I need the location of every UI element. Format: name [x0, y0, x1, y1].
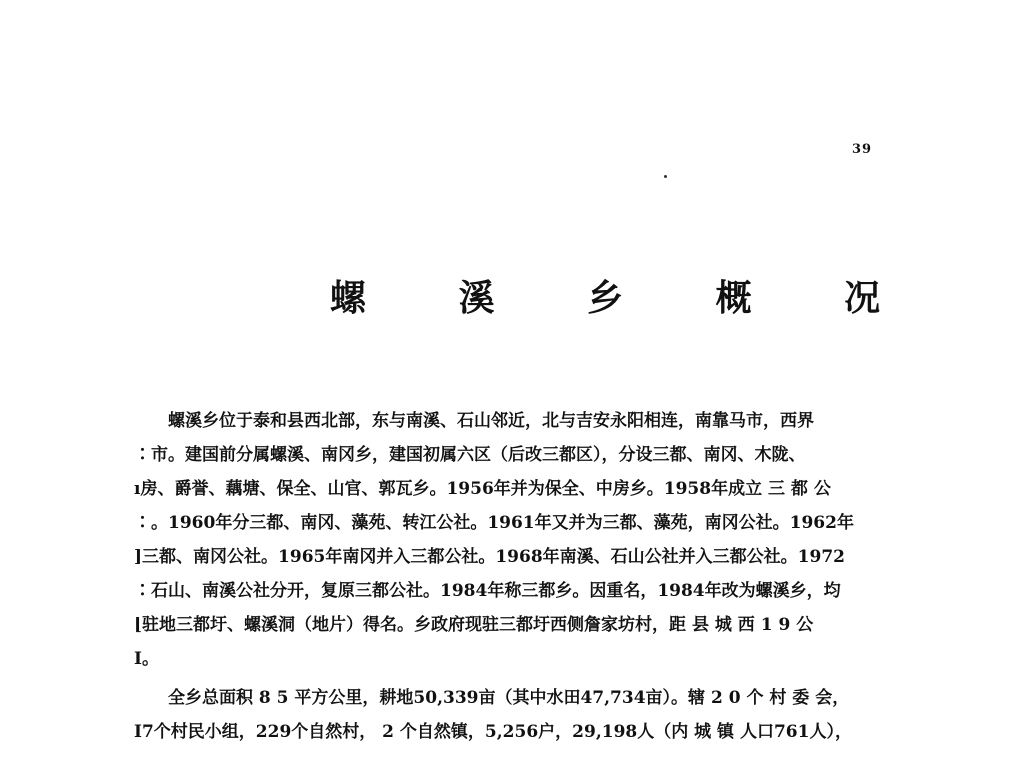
- text-line: ı房、爵誉、藕塘、保全、山官、郭瓦乡。1956年并为保全、中房乡。1958年成立 三 都 公: [134, 479, 831, 499]
- text-line: ]三都、南冈公社。1965年南冈并入三都公社。1968年南溪、石山公社并入三都公社。1972: [134, 547, 845, 567]
- text-line: 螺溪乡位于泰和县西北部，东与南溪、石山邻近，北与吉安永阳相连，南靠马市，西界: [168, 411, 814, 431]
- page-title: 螺 溪 乡 概 况: [330, 277, 921, 319]
- text-line: I7个村民小组，229个自然村， 2 个自然镇，5,256户，29,198人（内 城 镇 人口761人），: [134, 722, 852, 742]
- text-line: 全乡总面积 8 5 平方公里，耕地50,339亩（其中水田47,734亩）。辖 2 0 个 村 委 会，: [168, 688, 850, 708]
- ink-speck: [664, 175, 667, 178]
- text-line: ∶石山、南溪公社分开，复原三都公社。1984年称三都乡。因重名，1984年改为螺溪乡，均: [134, 581, 841, 601]
- paragraph-statistics: [134, 681, 914, 749]
- text-line: ∶。1960年分三都、南冈、藻苑、转江公社。1961年又并为三都、藻苑，南冈公社。1962年: [134, 513, 854, 533]
- paragraph-history: [134, 404, 914, 676]
- text-line: Ⅰ。: [134, 649, 159, 669]
- text-line: ∶市。建国前分属螺溪、南冈乡，建国初属六区（后改三都区），分设三都、南冈、木陇、: [134, 445, 806, 465]
- body-text: [134, 404, 914, 749]
- text-line: ⌊驻地三都圩、螺溪洞（地片）得名。乡政府现驻三都圩西侧詹家坊村，距 县 城 西 1 9 公: [134, 615, 814, 635]
- page-number: 39: [852, 142, 873, 157]
